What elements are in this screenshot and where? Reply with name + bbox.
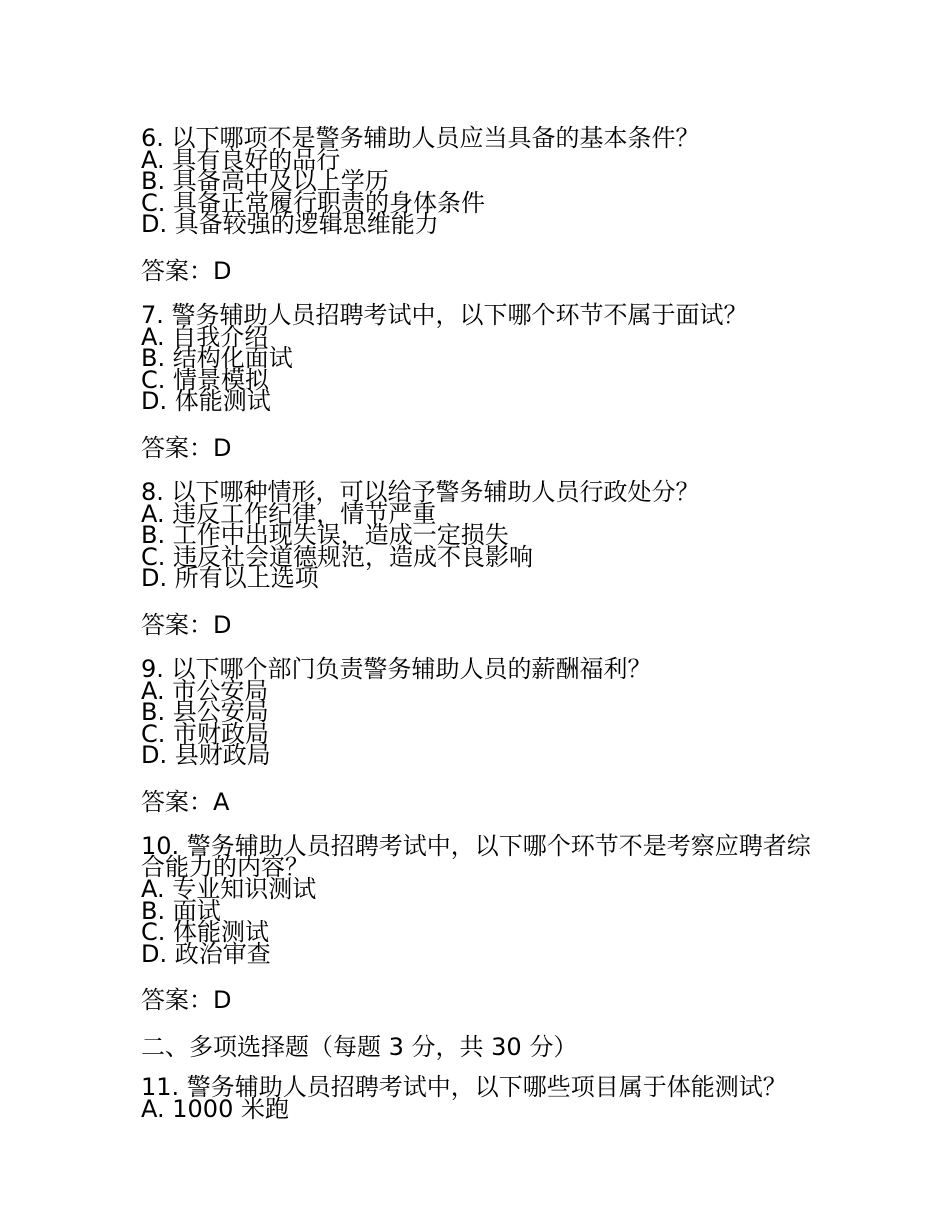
option-c: C. 情景模拟 (141, 365, 270, 394)
option-b: B. 工作中出现失误，造成一定损失 (141, 521, 509, 550)
option-c: C. 具备正常履行职责的身体条件 (141, 188, 486, 217)
option-c: C. 体能测试 (141, 918, 270, 947)
answer-text: 答案：D (141, 433, 232, 462)
option-d: D. 具备较强的逻辑思维能力 (141, 210, 439, 239)
option-a: A. 专业知识测试 (141, 875, 317, 904)
question-9 (141, 654, 821, 816)
section-heading: 二、多项选择题（每题 3 分，共 30 分） (141, 1033, 578, 1062)
option-c: C. 市财政局 (141, 719, 270, 748)
option-d: D. 所有以上选项 (141, 564, 319, 593)
answer-text: 答案：D (141, 986, 232, 1015)
option-d: D. 县财政局 (141, 741, 271, 770)
question-8 (141, 477, 821, 639)
question-title: 8. 以下哪种情形，可以给予警务辅助人员行政处分？ (141, 477, 700, 506)
option-b: B. 结构化面试 (141, 344, 293, 373)
option-a: A. 违反工作纪律，情节严重 (141, 499, 437, 528)
document-page (141, 124, 821, 1124)
question-title: 10. 警务辅助人员招聘考试中，以下哪个环节不是考察应聘者综合能力的内容？ (141, 831, 811, 882)
option-c: C. 违反社会道德规范，造成不良影响 (141, 542, 534, 571)
answer-text: 答案：D (141, 256, 232, 285)
option-d: D. 体能测试 (141, 387, 271, 416)
question-7 (141, 300, 821, 462)
option-a: A. 市公安局 (141, 676, 269, 705)
option-b: B. 面试 (141, 896, 221, 925)
question-title: 9. 以下哪个部门负责警务辅助人员的薪酬福利？ (141, 654, 652, 683)
question-6 (141, 124, 821, 285)
answer-text: 答案：D (141, 610, 232, 639)
option-d: D. 政治审查 (141, 939, 271, 968)
question-10 (141, 831, 821, 1015)
answer-text: 答案：A (141, 787, 230, 816)
question-11 (141, 1073, 821, 1124)
question-title: 7. 警务辅助人员招聘考试中，以下哪个环节不属于面试？ (141, 300, 748, 329)
option-a: A. 1000 米跑 (141, 1095, 289, 1124)
option-b: B. 县公安局 (141, 698, 269, 727)
option-a: A. 自我介绍 (141, 322, 269, 351)
option-b: B. 具备高中及以上学历 (141, 167, 389, 196)
question-title: 6. 以下哪项不是警务辅助人员应当具备的基本条件？ (141, 124, 700, 152)
question-title: 11. 警务辅助人员招聘考试中，以下哪些项目属于体能测试？ (141, 1073, 787, 1102)
option-a: A. 具有良好的品行 (141, 145, 341, 174)
